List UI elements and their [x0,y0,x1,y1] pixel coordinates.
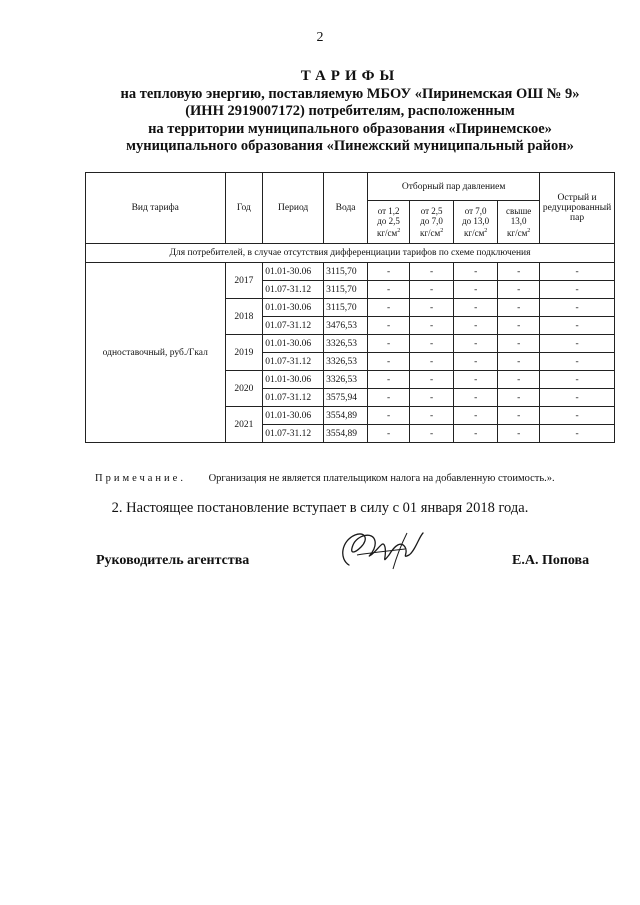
steam-cell: - [410,353,454,371]
period-cell: 01.01-30.06 [263,335,324,353]
steam-cell: - [454,317,498,335]
period-cell: 01.07-31.12 [263,425,324,443]
steam-cell: - [410,299,454,317]
year-cell: 2019 [225,335,263,371]
steam-cell: - [454,281,498,299]
steam-cell: - [454,353,498,371]
steam-cell: - [498,407,540,425]
period-cell: 01.07-31.12 [263,281,324,299]
tariff-table [85,172,615,443]
period-cell: 01.01-30.06 [263,299,324,317]
document-title [60,68,640,156]
table-group-note: Для потребителей, в случае отсутствия дифференциации тарифов по схеме подключения [86,244,615,263]
year-cell: 2021 [225,407,263,443]
steam-cell: - [498,353,540,371]
steam-cell: - [410,371,454,389]
steam-cell: - [454,335,498,353]
steam-cell: - [454,389,498,407]
sharp-steam-cell: - [540,299,615,317]
period-cell: 01.07-31.12 [263,353,324,371]
period-cell: 01.07-31.12 [263,317,324,335]
header-period: Период [263,173,324,244]
water-cell: 3326,53 [324,335,368,353]
signoff-name: Е.А. Попова [512,553,590,568]
water-cell: 3476,53 [324,317,368,335]
tariff-type-cell: одноставочный, руб./Гкал [86,263,226,443]
water-cell: 3554,89 [324,425,368,443]
title-line-1: на тепловую энергию, поставляемую МБОУ «Пиринемская ОШ № 9» [120,85,580,102]
steam-cell: - [498,335,540,353]
steam-cell: - [454,407,498,425]
signature-icon [335,525,435,577]
sharp-steam-cell: - [540,281,615,299]
sharp-steam-cell: - [540,317,615,335]
steam-cell: - [368,407,410,425]
year-cell: 2018 [225,299,263,335]
water-cell: 3115,70 [324,263,368,281]
period-cell: 01.07-31.12 [263,389,324,407]
header-water: Вода [324,173,368,244]
signoff-position: Руководитель агентства [96,553,250,568]
sharp-steam-cell: - [540,263,615,281]
sharp-steam-cell: - [540,335,615,353]
steam-cell: - [410,335,454,353]
steam-cell: - [498,389,540,407]
steam-cell: - [368,389,410,407]
note-text: Организация не является плательщиком налога на добавленную стоимость.». [208,473,555,484]
steam-cell: - [410,425,454,443]
steam-cell: - [368,335,410,353]
table-row [86,263,615,281]
year-cell: 2020 [225,371,263,407]
steam-cell: - [410,389,454,407]
steam-cell: - [498,317,540,335]
water-cell: 3115,70 [324,299,368,317]
title-heading: ТАРИФЫ [300,68,400,84]
steam-cell: - [368,281,410,299]
steam-cell: - [454,263,498,281]
title-line-2: (ИНН 2919007172) потребителям, расположенным [185,103,515,119]
period-cell: 01.01-30.06 [263,263,324,281]
steam-cell: - [368,371,410,389]
water-cell: 3115,70 [324,281,368,299]
steam-cell: - [498,425,540,443]
decree-text: 2. Настоящее постановление вступает в силу с 01 января 2018 года. [111,500,529,516]
steam-cell: - [368,299,410,317]
header-year: Год [225,173,263,244]
water-cell: 3326,53 [324,353,368,371]
header-steam-col: от 2,5 до 7,0 $кг/см^2$ [410,201,454,244]
note-label: Примечание. [95,473,186,484]
header-sharp-steam: Острый и редуцированный пар [540,173,615,244]
note [95,473,555,484]
steam-cell: - [498,281,540,299]
steam-cell: - [410,263,454,281]
water-cell: 3575,94 [324,389,368,407]
header-tariff-type: Вид тарифа [86,173,226,244]
header-steam-group: Отборный пар давлением [368,173,540,201]
header-steam-col: свыше 13,0 $кг/см^2$ [498,201,540,244]
header-steam-col: от 7,0 до 13,0 $кг/см^2$ [454,201,498,244]
steam-cell: - [498,299,540,317]
header-steam-col: от 1,2 до 2,5 $кг/см^2$ [368,201,410,244]
steam-cell: - [368,317,410,335]
sharp-steam-cell: - [540,353,615,371]
water-cell: 3554,89 [324,407,368,425]
steam-cell: - [454,371,498,389]
steam-cell: - [368,353,410,371]
steam-cell: - [368,425,410,443]
sharp-steam-cell: - [540,407,615,425]
steam-cell: - [498,263,540,281]
steam-cell: - [410,317,454,335]
page-number: 2 [316,30,324,45]
sharp-steam-cell: - [540,371,615,389]
sharp-steam-cell: - [540,389,615,407]
period-cell: 01.01-30.06 [263,371,324,389]
title-line-4: муниципального образования «Пинежский муниципальный район» [126,138,574,154]
steam-cell: - [498,371,540,389]
sharp-steam-cell: - [540,425,615,443]
period-cell: 01.01-30.06 [263,407,324,425]
steam-cell: - [368,263,410,281]
steam-cell: - [410,281,454,299]
steam-cell: - [454,299,498,317]
title-line-3: на территории муниципального образования «Пиринемское» [148,120,552,137]
year-cell: 2017 [225,263,263,299]
steam-cell: - [454,425,498,443]
steam-cell: - [410,407,454,425]
water-cell: 3326,53 [324,371,368,389]
